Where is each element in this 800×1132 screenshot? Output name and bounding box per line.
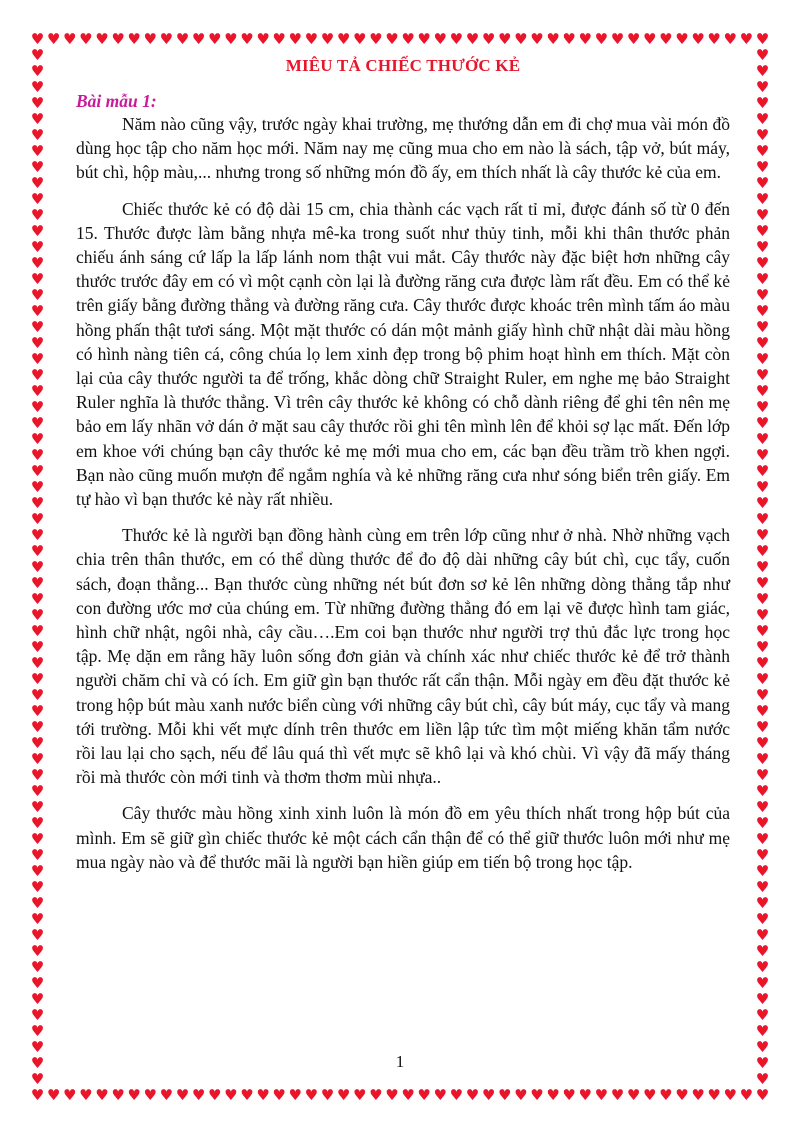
heart-icon: ♥ (30, 254, 45, 272)
heart-icon: ♥ (207, 30, 222, 48)
heart-icon: ♥ (755, 366, 770, 384)
heart-icon: ♥ (30, 782, 45, 800)
heart-icon: ♥ (304, 1086, 319, 1104)
heart-icon: ♥ (707, 1086, 721, 1104)
heart-icon: ♥ (755, 414, 770, 432)
heart-icon: ♥ (30, 750, 45, 768)
heart-icon: ♥ (175, 1086, 190, 1104)
heart-icon: ♥ (79, 30, 93, 48)
heart-icon: ♥ (30, 702, 45, 720)
paragraph-2: Chiếc thước kẻ có độ dài 15 cm, chia thành các vạch rất tỉ mỉ, được đánh số từ 0 đến 15. Thước được làm bằng nhựa mê-ka trong suốt như thủy tinh, mỗi khi thân thước phản chiếu ánh sáng cứ lấp la lấp lánh nom thật vui mắt. Cây thước này đặc biệt hơn những cây thước trước đây em có vì một cạnh còn lại là đường răng cưa được làm rất đều. Em có thể kẻ trên giấy bằng đường thẳng và đường răng cưa. Cây thước được khoác trên mình tấm áo màu hồng phấn thật tươi sáng. Một mặt thước có dán một mảnh giấy hình chữ nhật dài màu hồng có hình nàng tiên cá, công chúa lọ lem xinh đẹp trong bộ phim hoạt hình em thích. Mặt còn lại của cây thước người ta để trống, khắc dòng chữ Straight Ruler, em nghe mẹ bảo Straight Ruler nghĩa là thước thẳng. Vì trên cây thước kẻ không có chỗ dành riêng để ghi tên nên mẹ bảo em lấy nhãn vở dán ở mặt sau cây thước rồi ghi tên mình lên để khỏi sợ lạc mất. Đến lớp em khoe với chúng bạn cây thước kẻ mẹ mới mua cho em, các bạn đều trầm trồ khen ngợi. Bạn nào cũng muốn mượn để ngắm nghía và kẻ những răng cưa như sóng biển trên giấy. Em tự hào vì bạn thước kẻ này rất nhiều. (76, 198, 730, 510)
heart-icon: ♥ (30, 526, 45, 544)
heart-icon: ♥ (723, 30, 737, 48)
heart-icon: ♥ (755, 718, 770, 736)
heart-icon: ♥ (497, 30, 512, 48)
paragraph-4: Cây thước màu hồng xinh xinh luôn là món đồ em yêu thích nhất trong hộp bút của mình. Em sẽ giữ gìn chiếc thước kẻ một cách cẩn thận để có thể giữ thước luôn mới như mẹ mua ngày nào và để thước mãi là người bạn hiền giúp em tiến bộ trong học tập. (76, 803, 730, 872)
heart-icon: ♥ (755, 958, 770, 976)
heart-icon: ♥ (755, 830, 770, 848)
heart-icon: ♥ (755, 670, 770, 688)
heart-icon: ♥ (385, 1086, 399, 1104)
heart-icon: ♥ (755, 286, 770, 304)
heart-icon: ♥ (30, 78, 45, 96)
heart-icon: ♥ (755, 686, 770, 704)
heart-icon: ♥ (30, 574, 45, 592)
heart-icon: ♥ (224, 30, 238, 48)
heart-icon: ♥ (30, 558, 45, 576)
heart-icon: ♥ (30, 638, 45, 656)
heart-icon: ♥ (352, 30, 367, 48)
heart-icon: ♥ (127, 30, 141, 48)
heart-icon: ♥ (755, 430, 770, 448)
heart-icon: ♥ (30, 1038, 45, 1056)
heart-icon: ♥ (30, 1006, 45, 1024)
sample-heading: Bài mẫu 1: (76, 91, 157, 111)
heart-icon: ♥ (755, 1070, 770, 1088)
heart-icon: ♥ (755, 606, 770, 624)
heart-icon: ♥ (755, 494, 770, 512)
heart-icon: ♥ (256, 30, 270, 48)
heart-icon: ♥ (191, 1086, 206, 1104)
heart-icon: ♥ (755, 990, 770, 1008)
heart-icon: ♥ (30, 126, 45, 144)
heart-icon: ♥ (755, 1086, 770, 1104)
heart-icon: ♥ (336, 1086, 351, 1104)
heart-icon: ♥ (272, 30, 286, 48)
heart-icon: ♥ (691, 1086, 705, 1104)
heart-icon: ♥ (755, 526, 770, 544)
heart-icon: ♥ (755, 318, 770, 336)
heart-icon: ♥ (755, 142, 770, 160)
heart-icon: ♥ (755, 878, 770, 896)
heart-icon: ♥ (320, 30, 335, 48)
heart-icon: ♥ (30, 910, 45, 928)
heart-icon: ♥ (352, 1086, 367, 1104)
heart-icon: ♥ (30, 286, 45, 304)
heart-icon: ♥ (755, 558, 770, 576)
heart-icon: ♥ (626, 30, 641, 48)
heart-icon: ♥ (433, 30, 447, 48)
heart-icon: ♥ (30, 862, 45, 880)
heart-icon: ♥ (30, 62, 45, 80)
heart-icon: ♥ (626, 1086, 641, 1104)
heart-icon: ♥ (30, 174, 45, 192)
heart-icon: ♥ (30, 302, 45, 320)
heart-icon: ♥ (755, 30, 770, 48)
heart-icon: ♥ (30, 670, 45, 688)
heart-icon: ♥ (755, 622, 770, 640)
heart-icon: ♥ (675, 1086, 689, 1104)
heart-icon: ♥ (465, 1086, 480, 1104)
heart-icon: ♥ (30, 350, 45, 368)
heart-icon: ♥ (755, 542, 770, 560)
heart-icon: ♥ (30, 974, 45, 992)
heart-icon: ♥ (739, 1086, 754, 1104)
heart-icon: ♥ (481, 1086, 496, 1104)
document-title: MIÊU TẢ CHIẾC THƯỚC KẺ (285, 56, 521, 75)
heart-icon: ♥ (95, 30, 109, 48)
heart-icon: ♥ (46, 30, 61, 48)
heart-icon: ♥ (256, 1086, 270, 1104)
heart-icon: ♥ (127, 1086, 141, 1104)
heart-icon: ♥ (30, 814, 45, 832)
heart-icon: ♥ (755, 174, 770, 192)
heart-icon: ♥ (755, 350, 770, 368)
heart-icon: ♥ (755, 814, 770, 832)
heart-icon: ♥ (30, 510, 45, 528)
heart-icon: ♥ (30, 606, 45, 624)
heart-icon: ♥ (385, 30, 399, 48)
heart-icon: ♥ (755, 158, 770, 176)
heart-icon: ♥ (755, 590, 770, 608)
heart-icon: ♥ (755, 206, 770, 224)
heart-icon: ♥ (224, 1086, 238, 1104)
heart-icon: ♥ (755, 222, 770, 240)
heart-icon: ♥ (62, 1086, 77, 1104)
heart-icon: ♥ (755, 1054, 770, 1072)
heart-icon: ♥ (755, 302, 770, 320)
heart-icon: ♥ (642, 1086, 657, 1104)
heart-icon: ♥ (30, 478, 45, 496)
heart-icon: ♥ (755, 574, 770, 592)
heart-icon: ♥ (159, 1086, 174, 1104)
heart-icon: ♥ (530, 1086, 544, 1104)
heart-icon: ♥ (449, 1086, 464, 1104)
heart-icon: ♥ (755, 750, 770, 768)
heart-icon: ♥ (369, 30, 383, 48)
heart-icon: ♥ (739, 30, 754, 48)
heart-icon: ♥ (594, 1086, 609, 1104)
heart-icon: ♥ (30, 894, 45, 912)
heart-icon: ♥ (755, 798, 770, 816)
heart-icon: ♥ (240, 1086, 254, 1104)
heart-icon: ♥ (30, 942, 45, 960)
heart-icon: ♥ (755, 846, 770, 864)
heart-icon: ♥ (755, 62, 770, 80)
heart-icon: ♥ (755, 446, 770, 464)
heart-icon: ♥ (62, 30, 77, 48)
heart-icon: ♥ (594, 30, 609, 48)
heart-icon: ♥ (30, 46, 45, 64)
heart-icon: ♥ (755, 398, 770, 416)
heart-icon: ♥ (30, 142, 45, 160)
heart-icon: ♥ (30, 414, 45, 432)
heart-icon: ♥ (755, 862, 770, 880)
heart-icon: ♥ (465, 30, 480, 48)
heart-icon: ♥ (240, 30, 254, 48)
heart-icon: ♥ (111, 30, 125, 48)
heart-icon: ♥ (755, 270, 770, 288)
heart-icon: ♥ (30, 190, 45, 208)
heart-icon: ♥ (30, 366, 45, 384)
heart-icon: ♥ (30, 654, 45, 672)
heart-icon: ♥ (30, 1070, 45, 1088)
heart-icon: ♥ (30, 926, 45, 944)
heart-icon: ♥ (79, 1086, 93, 1104)
heart-icon: ♥ (30, 206, 45, 224)
heart-icon: ♥ (175, 30, 190, 48)
heart-icon: ♥ (30, 446, 45, 464)
heart-icon: ♥ (755, 78, 770, 96)
heart-icon: ♥ (272, 1086, 286, 1104)
heart-icon: ♥ (755, 462, 770, 480)
heart-icon: ♥ (691, 30, 705, 48)
heart-icon: ♥ (755, 46, 770, 64)
heart-icon: ♥ (30, 798, 45, 816)
heart-icon: ♥ (159, 30, 174, 48)
heart-icon: ♥ (755, 1006, 770, 1024)
heart-icon: ♥ (30, 878, 45, 896)
heart-icon: ♥ (369, 1086, 383, 1104)
heart-icon: ♥ (642, 30, 657, 48)
heart-icon: ♥ (723, 1086, 737, 1104)
heart-icon: ♥ (30, 158, 45, 176)
paragraph-3: Thước kẻ là người bạn đồng hành cùng em trên lớp cũng như ở nhà. Nhờ những vạch chia trên thân thước, em có thể dùng thước để đo độ dài những cây bút chì, cục tẩy, cuốn sách, đoạn thẳng... Bạn thước cùng những nét bút đơn sơ kẻ lên những dòng thẳng tắp như con đường ước mơ của chúng em. Từ những đường thẳng đó em lại vẽ được hình tam giác, hình chữ nhật, ngôi nhà, cây cầu….Em coi bạn thước như người trợ thủ đắc lực trong học tập. Mẹ dặn em rằng hãy luôn sống đơn giản và chính xác như chiếc thước kẻ để trở thành người chăm chỉ và có ích. Em giữ gìn bạn thước rất cẩn thận. Mỗi ngày em đều đặt thước kẻ trong hộp bút màu xanh nước biển cùng với những cây bút chì, cây bút máy, cục tẩy và mang tới trường. Mỗi khi vết mực dính trên thước em liền lập tức tìm một miếng khăn tẩm nước rồi lau lại cho sạch, nếu để lâu quá thì vết mực sẽ khô lại và khó chùi. Vì vậy đã mấy tháng rồi mà thước còn mới tinh và thơm thơm mùi nhựa.. (76, 525, 730, 788)
heart-icon: ♥ (30, 590, 45, 608)
heart-icon: ♥ (755, 910, 770, 928)
heart-icon: ♥ (755, 334, 770, 352)
heart-icon: ♥ (207, 1086, 222, 1104)
heart-icon: ♥ (497, 1086, 512, 1104)
heart-icon: ♥ (30, 622, 45, 640)
heart-icon: ♥ (30, 990, 45, 1008)
heart-icon: ♥ (304, 30, 319, 48)
heart-icon: ♥ (562, 1086, 576, 1104)
heart-icon: ♥ (30, 542, 45, 560)
heart-icon: ♥ (610, 30, 625, 48)
heart-icon: ♥ (514, 1086, 528, 1104)
heart-icon: ♥ (30, 110, 45, 128)
heart-icon: ♥ (46, 1086, 61, 1104)
heart-icon: ♥ (30, 766, 45, 784)
heart-icon: ♥ (191, 30, 206, 48)
heart-icon: ♥ (481, 30, 496, 48)
heart-icon: ♥ (546, 30, 560, 48)
heart-icon: ♥ (707, 30, 721, 48)
heart-icon: ♥ (755, 926, 770, 944)
heart-icon: ♥ (288, 1086, 302, 1104)
heart-icon: ♥ (755, 94, 770, 112)
heart-icon: ♥ (755, 894, 770, 912)
heart-icon: ♥ (30, 334, 45, 352)
heart-icon: ♥ (30, 494, 45, 512)
heart-icon: ♥ (578, 1086, 592, 1104)
heart-icon: ♥ (755, 782, 770, 800)
heart-icon: ♥ (755, 190, 770, 208)
heart-icon: ♥ (755, 238, 770, 256)
heart-icon: ♥ (30, 382, 45, 400)
heart-icon: ♥ (30, 462, 45, 480)
heart-icon: ♥ (755, 942, 770, 960)
heart-icon: ♥ (610, 1086, 625, 1104)
heart-icon: ♥ (401, 30, 415, 48)
heart-icon: ♥ (30, 30, 45, 48)
heart-icon: ♥ (755, 510, 770, 528)
paragraph-1: Năm nào cũng vậy, trước ngày khai trường, mẹ thướng dẫn em đi chợ mua vài món đồ dùng học tập cho năm học mới. Năm nay mẹ cũng mua cho em nào là sách, tập vở, bút máy, bút chì, hộp màu,... nhưng trong số những món đồ ấy, em thích nhất là cây thước kẻ của em. (76, 114, 730, 183)
heart-icon: ♥ (30, 94, 45, 112)
heart-icon: ♥ (546, 1086, 560, 1104)
heart-icon: ♥ (320, 1086, 335, 1104)
heart-icon: ♥ (755, 110, 770, 128)
heart-icon: ♥ (755, 382, 770, 400)
heart-icon: ♥ (30, 430, 45, 448)
heart-icon: ♥ (30, 1054, 45, 1072)
page-number: 1 (395, 1052, 405, 1071)
heart-icon: ♥ (30, 1022, 45, 1040)
heart-icon: ♥ (111, 1086, 125, 1104)
heart-icon: ♥ (95, 1086, 109, 1104)
heart-icon: ♥ (30, 718, 45, 736)
heart-icon: ♥ (288, 30, 302, 48)
heart-icon: ♥ (659, 1086, 673, 1104)
heart-icon: ♥ (659, 30, 673, 48)
heart-icon: ♥ (755, 654, 770, 672)
heart-icon: ♥ (30, 846, 45, 864)
heart-icon: ♥ (30, 686, 45, 704)
heart-icon: ♥ (755, 254, 770, 272)
heart-icon: ♥ (755, 734, 770, 752)
page-content (76, 48, 730, 886)
heart-icon: ♥ (755, 638, 770, 656)
heart-icon: ♥ (755, 766, 770, 784)
heart-icon: ♥ (30, 734, 45, 752)
heart-icon: ♥ (30, 398, 45, 416)
heart-icon: ♥ (755, 478, 770, 496)
heart-icon: ♥ (30, 1086, 45, 1104)
heart-icon: ♥ (578, 30, 592, 48)
heart-icon: ♥ (562, 30, 576, 48)
heart-icon: ♥ (755, 1038, 770, 1056)
heart-icon: ♥ (755, 974, 770, 992)
heart-icon: ♥ (433, 1086, 447, 1104)
heart-icon: ♥ (530, 30, 544, 48)
heart-icon: ♥ (755, 702, 770, 720)
heart-icon: ♥ (675, 30, 689, 48)
heart-icon: ♥ (30, 958, 45, 976)
heart-icon: ♥ (30, 318, 45, 336)
heart-icon: ♥ (755, 1022, 770, 1040)
heart-icon: ♥ (514, 30, 528, 48)
heart-icon: ♥ (417, 1086, 431, 1104)
heart-icon: ♥ (417, 30, 431, 48)
heart-icon: ♥ (30, 222, 45, 240)
heart-icon: ♥ (449, 30, 464, 48)
heart-icon: ♥ (336, 30, 351, 48)
heart-icon: ♥ (30, 270, 45, 288)
heart-icon: ♥ (143, 30, 157, 48)
heart-icon: ♥ (755, 126, 770, 144)
heart-icon: ♥ (30, 830, 45, 848)
heart-icon: ♥ (401, 1086, 415, 1104)
heart-icon: ♥ (30, 238, 45, 256)
heart-icon: ♥ (143, 1086, 157, 1104)
